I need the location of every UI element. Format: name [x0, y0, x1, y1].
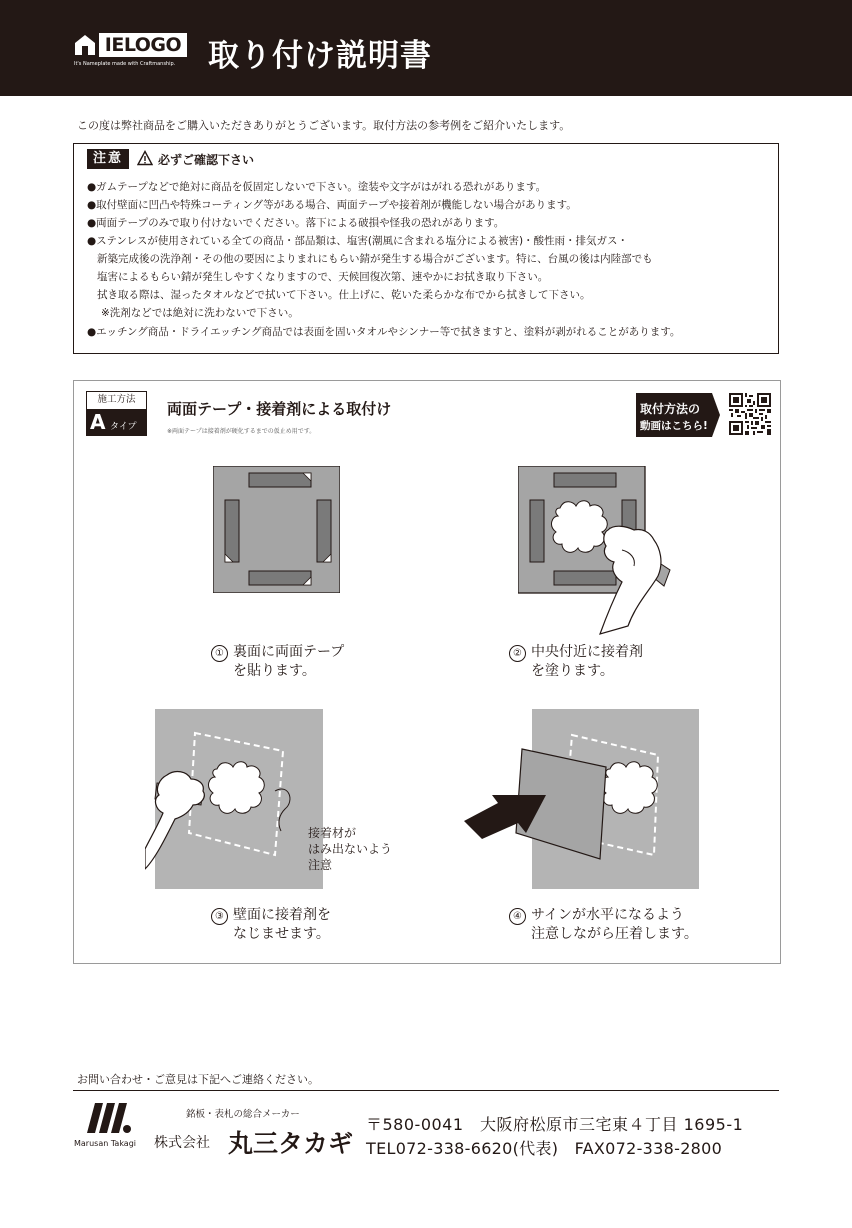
caution-line: 新築完成後の洗浄剤・その他の要因によりまれにもらい錆が発生する場合がございます。特に、台風の後は内陸部でも — [97, 253, 653, 265]
caution-line: ●取付壁面に凹凸や特殊コーティング等がある場合、両面テープや接着剤が機能しない場合があります。 — [87, 199, 577, 211]
step-number: ④ — [509, 908, 526, 925]
caution-line: 塩害によるもらい錆が発生しやすくなりますので、天候回復次第、速やかにお拭き取り下さい。 — [97, 271, 549, 283]
method-note: ※両面テープは接着剤が硬化するまでの仮止め用です。 — [167, 428, 316, 435]
caution-line: ●エッチング商品・ドライエッチング商品では表面を固いタオルやシンナー等で拭きますと、塗料が剥がれることがあります。 — [87, 326, 681, 338]
caution-section — [73, 143, 779, 354]
brand-logo: IELOGO — [99, 33, 187, 57]
method-title: 両面テープ・接着剤による取付け — [167, 400, 392, 418]
intro-text: この度は弊社商品をご購入いただきありがとうございます。取付方法の参考例をご紹介いたします。 — [77, 119, 571, 132]
caution-label: 注意 — [87, 149, 129, 169]
method-tag-label: 施工方法 — [97, 394, 136, 405]
step-text: 裏面に両面テープ — [233, 644, 345, 660]
caution-heading: 必ずご確認下さい — [158, 153, 255, 167]
step-text: 注意しながら圧着します。 — [531, 926, 698, 942]
company-logo-english: Marusan Takagi — [74, 1139, 137, 1148]
step-text: サインが水平になるよう — [531, 907, 685, 923]
company-address: 〒580-0041 大阪府松原市三宅東４丁目 1695-1 — [366, 1115, 744, 1134]
caution-line: ●両面テープのみで取り付けないでください。落下による破損や怪我の恐れがあります。 — [87, 217, 505, 229]
adhesive-warning-note — [308, 825, 392, 873]
contact-intro: お問い合わせ・ご意見は下記へご連絡ください。 — [77, 1073, 319, 1086]
company-logo-icon — [83, 1103, 133, 1133]
caution-line: ●ステンレスが使用されている全ての商品・部品類は、塩害(潮風に含まれる塩分による被害)・酸性雨・排気ガス・ — [87, 235, 629, 247]
method-type-letter: A — [90, 410, 106, 434]
warning-icon — [137, 150, 153, 166]
step3-illustration — [145, 709, 323, 889]
house-logo-icon — [74, 34, 96, 56]
step-text: を貼ります。 — [233, 663, 316, 679]
company-phone-fax: TEL072-338-6620(代表) FAX072-338-2800 — [366, 1139, 723, 1158]
caution-line: ●ガムテープなどで絶対に商品を仮固定しないで下さい。塗装や文字がはがれる恐れがあります。 — [87, 181, 547, 193]
caution-line: ※洗剤などでは絶対に洗わないで下さい。 — [101, 307, 299, 319]
method-type-suffix: タイプ — [110, 422, 137, 432]
step-text: を塗ります。 — [531, 663, 614, 679]
warning-note-line: 注意 — [308, 858, 333, 872]
brand-tagline: It's Nameplate made with Craftmanship. — [74, 61, 176, 67]
footer-divider — [73, 1090, 779, 1091]
company-name-prefix: 株式会社 — [154, 1135, 210, 1151]
step-number: ① — [211, 645, 228, 662]
step-text: なじませます。 — [233, 926, 330, 942]
company-name: 丸三タカギ — [228, 1129, 354, 1158]
warning-note-line: はみ出ないよう — [308, 842, 393, 856]
step4-illustration — [460, 709, 700, 889]
video-badge-line2: 動画はこちら! — [640, 420, 708, 432]
video-badge-line1: 取付方法の — [640, 402, 701, 416]
company-tagline: 銘板・表札の総合メーカー — [186, 1109, 300, 1120]
document-title: 取り付け説明書 — [208, 38, 432, 74]
step-text: 中央付近に接着剤 — [531, 644, 643, 660]
step2-illustration — [518, 466, 678, 636]
step-number: ② — [509, 645, 526, 662]
step-number: ③ — [211, 908, 228, 925]
qr-code-icon[interactable] — [729, 393, 771, 435]
step-text: 壁面に接着剤を — [233, 907, 331, 923]
caution-line: 拭き取る際は、湿ったタオルなどで拭いて下さい。仕上げに、乾いた柔らかな布でから拭きして下さい。 — [97, 289, 591, 301]
warning-note-line: 接着材が — [308, 826, 357, 840]
step1-illustration — [213, 466, 340, 593]
